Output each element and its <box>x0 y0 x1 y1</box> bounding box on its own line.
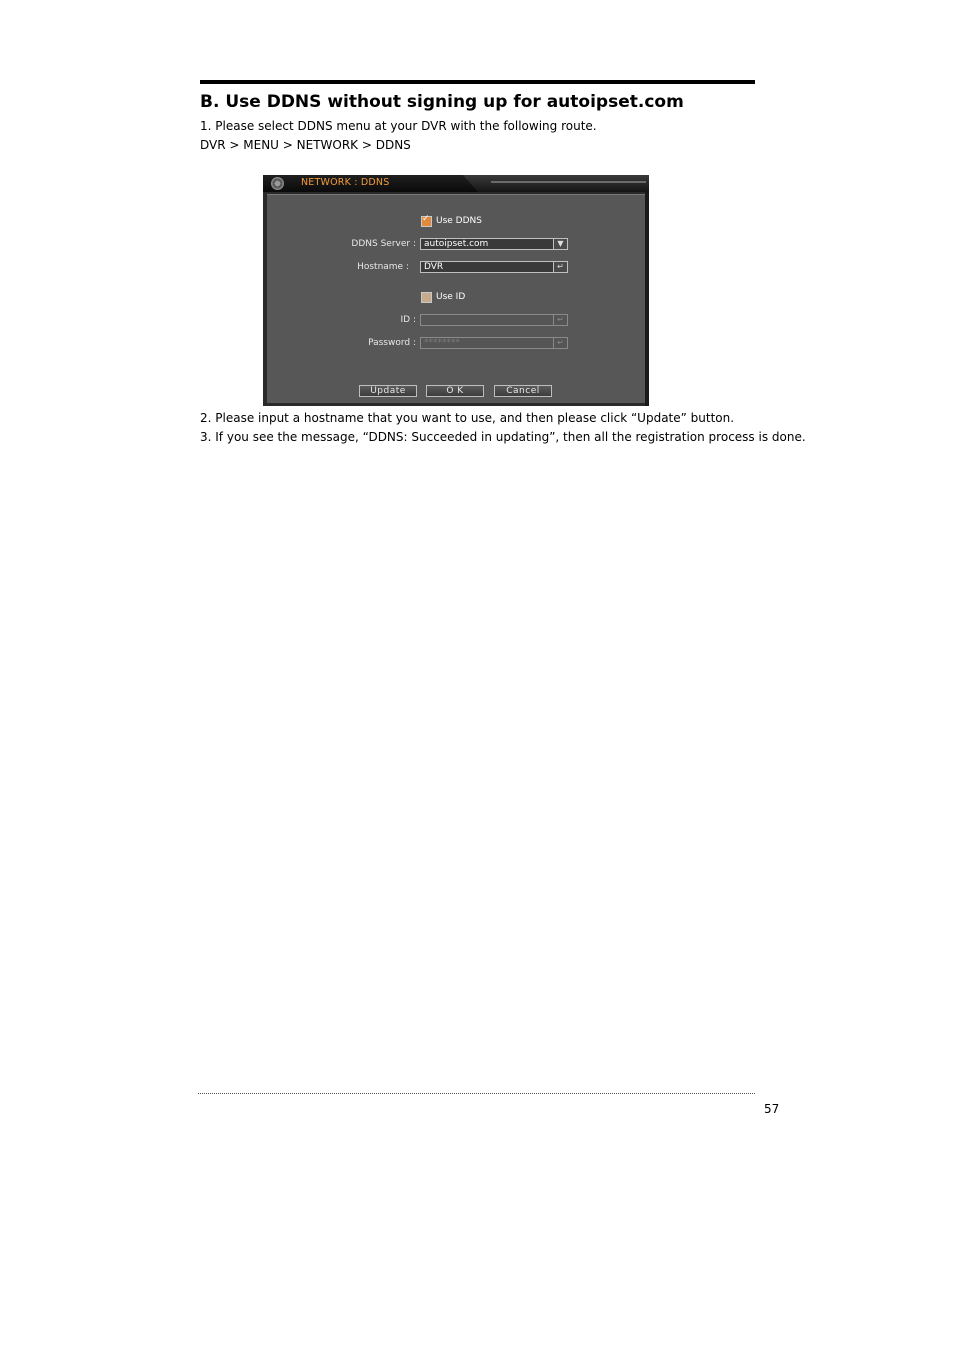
password-label: Password : <box>368 338 416 348</box>
hostname-label: Hostname : <box>357 262 409 272</box>
password-value: ******** <box>424 338 460 348</box>
step-3-text: 3. If you see the message, “DDNS: Succeeded in updating”, then all the registration process is done. <box>200 430 806 444</box>
dvr-titlebar-line <box>491 181 646 183</box>
gear-icon <box>271 177 284 190</box>
hostname-value: DVR <box>424 262 444 272</box>
password-input[interactable] <box>420 337 568 349</box>
dvr-titlebar <box>263 175 649 192</box>
ddns-server-value: autoipset.com <box>424 239 489 249</box>
top-divider <box>200 80 755 84</box>
ok-button[interactable]: O K <box>426 385 484 397</box>
id-label: ID : <box>400 315 416 325</box>
ddns-server-select[interactable] <box>420 238 568 250</box>
use-id-checkbox[interactable] <box>421 292 432 303</box>
use-ddns-label: Use DDNS <box>436 216 482 226</box>
dvr-window-title: NETWORK : DDNS <box>301 177 390 188</box>
footer-divider <box>198 1093 755 1094</box>
dvr-ddns-form <box>267 194 645 403</box>
use-id-label: Use ID <box>436 292 466 302</box>
section-heading: B. Use DDNS without signing up for autoipset.com <box>200 92 684 112</box>
update-button[interactable]: Update <box>359 385 417 397</box>
step-2-text: 2. Please input a hostname that you want to use, and then please click “Update” button. <box>200 411 735 425</box>
ddns-server-label: DDNS Server : <box>351 239 416 249</box>
page-number: 57 <box>764 1102 780 1116</box>
menu-route: DVR > MENU > NETWORK > DDNS <box>200 138 411 152</box>
use-ddns-checkbox[interactable] <box>421 216 432 227</box>
id-input[interactable] <box>420 314 568 326</box>
enter-icon[interactable]: ↵ <box>553 262 567 272</box>
dvr-frame-edge <box>645 192 649 406</box>
chevron-down-icon[interactable]: ▼ <box>553 239 567 249</box>
cancel-button[interactable]: Cancel <box>494 385 552 397</box>
step-1-text: 1. Please select DDNS menu at your DVR with the following route. <box>200 119 597 133</box>
dvr-ddns-screenshot <box>263 175 649 406</box>
hostname-input[interactable] <box>420 261 568 273</box>
enter-icon[interactable]: ↵ <box>553 338 567 348</box>
enter-icon[interactable]: ↵ <box>553 315 567 325</box>
